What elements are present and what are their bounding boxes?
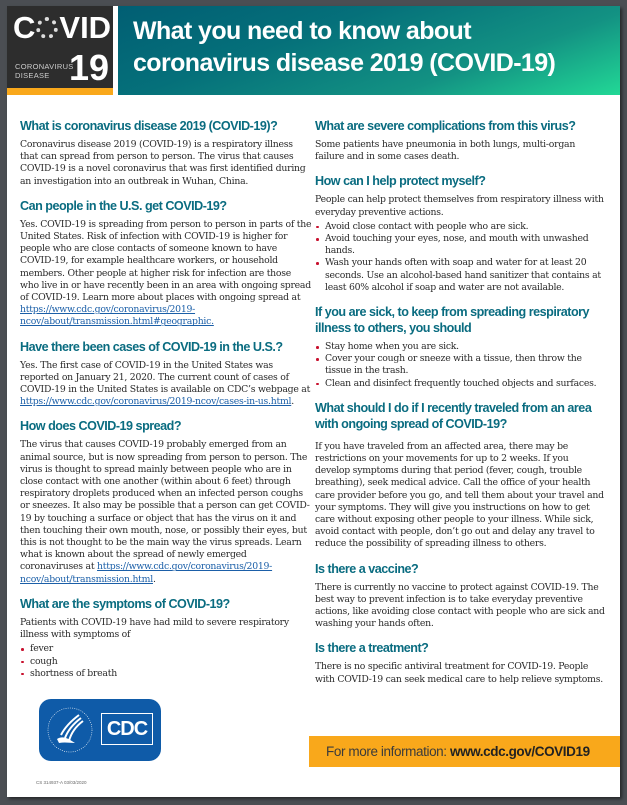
cases-in-us-link[interactable]: https://www.cdc.gov/coronavirus/2019-ncov/cases-in-us.html <box>20 396 292 408</box>
right-column <box>315 118 605 696</box>
list-item: Avoid touching your eyes, nose, and mouth with unwashed hands. <box>315 233 605 257</box>
covid19-logo <box>7 6 113 95</box>
logo-subtitle: CORONAVIRUS DISEASE <box>15 62 74 80</box>
section-protect-myself <box>315 173 605 294</box>
hhs-eagle-seal-icon <box>45 705 95 755</box>
section-body: If you have traveled from an affected area, there may be restrictions on your movements for up to 2 weeks. If you develop symptoms during that period (fever, cough, trouble breathing), seek medical advice. Call the office of your health care provider before you go, and tell them about your travel and your symptoms. They will give you instructions on how to get care without exposing other people to your illness. While sick, avoid contact with people, don’t go out and delay any travel to reduce the possibility of spreading illness to others. <box>315 440 604 550</box>
document-page <box>7 6 620 797</box>
page-title: What you need to know about coronavirus disease 2019 (COVID-19) <box>133 17 556 77</box>
symptoms-list <box>20 643 312 680</box>
section-body: Yes. The first case of COVID-19 in the United States was reported on January 21, 2020. The current count of cases of COVID-19 in the United States is available on CDC’s webpage at https://www.cdc.gov/coronavirus/2019-ncov/cases-in-us.html. <box>20 359 311 408</box>
list-item: cough <box>20 656 312 668</box>
section-heading: How does COVID-19 spread? <box>20 419 182 434</box>
section-recent-travel <box>315 400 605 551</box>
section-body: Yes. COVID-19 is spreading from person to person in parts of the United States. Risk of infection with COVID-19 is higher for people who are close contacts of someone known to have COVID-19, for example healthcare workers, or household members. Other people at higher risk for infection are those who live in or have recently been in an area with ongoing spread of COVID-19. Learn more about places with ongoing spread at https://www.cdc.gov/coronavirus/2019-ncov/about/transmission.html#geographic. <box>20 218 312 328</box>
section-if-sick <box>315 304 605 390</box>
section-complications <box>315 118 605 163</box>
list-item: Wash your hands often with soap and water for at least 20 seconds. Use an alcohol-based hand sanitizer that contains at least 60% alcohol if soap and water are not available. <box>315 257 605 294</box>
section-body: Some patients have pneumonia in both lungs, multi-organ failure and in some cases death. <box>315 139 576 163</box>
section-us-cases <box>20 339 312 409</box>
title-banner <box>118 6 620 95</box>
list-item: Avoid close contact with people who are sick. <box>315 221 605 233</box>
section-heading: What is coronavirus disease 2019 (COVID-19)? <box>20 119 278 133</box>
section-body: There is no specific antiviral treatment for COVID-19. People with COVID-19 can seek medical care to help relieve symptoms. <box>315 661 603 685</box>
section-body: Coronavirus disease 2019 (COVID-19) is a respiratory illness that can spread from person to person. The virus that causes COVID-19 is a novel coronavirus that was first identified during an investigation into an outbreak in Wuhan, China. <box>20 139 306 187</box>
logo-covid-word: C VID <box>13 10 112 45</box>
section-what-is-covid <box>20 118 312 188</box>
list-item: fever <box>20 643 312 655</box>
section-heading: Is there a vaccine? <box>315 561 419 576</box>
hhs-cdc-logo <box>39 699 161 761</box>
geographic-spread-link[interactable]: https://www.cdc.gov/coronavirus/2019-ncov/about/transmission.html#geographic. <box>20 304 214 328</box>
document-code: CS 314937-A 03/03/2020 <box>36 780 87 785</box>
prevention-list <box>315 221 605 294</box>
list-item: shortness of breath <box>20 668 312 680</box>
section-body: There is currently no vaccine to protect against COVID-19. The best way to prevent infection is to take everyday preventive actions, like avoiding close contact with people who are sick and washing your hands often. <box>315 581 605 630</box>
more-info-link[interactable]: www.cdc.gov/COVID19 <box>450 744 590 759</box>
section-heading: What should I do if I recently traveled from an area with ongoing spread of COVID-19? <box>315 400 592 431</box>
section-body: People can help protect themselves from respiratory illness with everyday preventive actions. <box>315 194 604 218</box>
section-heading: How can I help protect myself? <box>315 174 486 189</box>
list-item: Clean and disinfect frequently touched objects and surfaces. <box>315 378 605 390</box>
section-heading: What are severe complications from this virus? <box>315 119 576 133</box>
transmission-link[interactable]: https://www.cdc.gov/coronavirus/2019-ncov/about/transmission.html <box>20 561 273 585</box>
more-info-banner <box>309 736 620 767</box>
section-heading: Can people in the U.S. get COVID-19? <box>20 198 227 213</box>
section-heading: If you are sick, to keep from spreading respiratory illness to others, you should <box>315 305 590 336</box>
section-body: Patients with COVID-19 have had mild to severe respiratory illness with symptoms of <box>20 616 289 641</box>
logo-accent-bar <box>7 88 113 95</box>
section-heading: Is there a treatment? <box>315 641 429 656</box>
section-vaccine <box>315 561 605 631</box>
section-treatment <box>315 640 605 685</box>
more-info-label: For more information: <box>326 744 450 759</box>
section-heading: Have there been cases of COVID-19 in the U.S.? <box>20 339 283 354</box>
section-how-spread <box>20 418 312 585</box>
if-sick-list <box>315 341 605 390</box>
cdc-wordmark: CDC <box>101 713 153 745</box>
section-body: The virus that causes COVID-19 probably emerged from an animal source, but is now spreading from person to person. The virus is thought to spread mainly between people who are in close contact with one another (within about 6 feet) through respiratory droplets produced when an infected person coughs or sneezes. It also may be possible that a person can get COVID-19 by touching a surface or object that has the virus on it and then touching their own mouth, nose, or possibly their eyes, but this is not thought to be the main way the virus spreads. Learn what is known about the spread of newly emerged coronaviruses at https://www.cdc.gov/coronavirus/2019-ncov/about/transmission.html. <box>20 439 310 585</box>
list-item: Cover your cough or sneeze with a tissue, then throw the tissue in the trash. <box>315 353 605 377</box>
section-symptoms <box>20 596 312 680</box>
virus-icon <box>36 17 58 39</box>
section-heading: What are the symptoms of COVID-19? <box>20 596 230 611</box>
left-column <box>20 118 312 690</box>
section-us-get-covid <box>20 198 312 329</box>
list-item: Stay home when you are sick. <box>315 341 605 353</box>
logo-number: 19 <box>69 47 110 88</box>
